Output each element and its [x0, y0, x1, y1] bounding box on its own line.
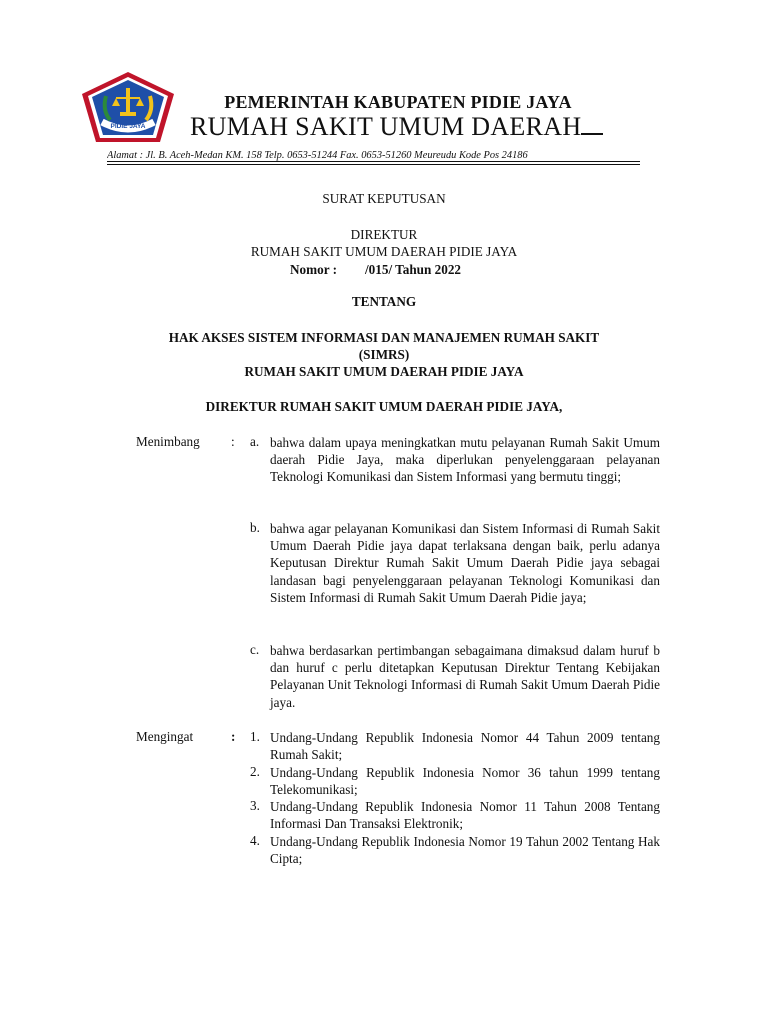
mengingat-label: Mengingat	[136, 729, 194, 744]
mengingat-item-3: Undang-Undang Republik Indonesia Nomor 11 Tahun 2008 Tentang Informasi Dan Transaksi Elektronik;	[270, 799, 660, 832]
title-line-2: RUMAH SAKIT UMUM DAERAH PIDIE JAYA	[250, 244, 518, 259]
menimbang-label: Menimbang	[136, 434, 200, 449]
government-name: PEMERINTAH KABUPATEN PIDIE JAYA	[224, 92, 572, 112]
tentang-heading: TENTANG	[351, 294, 417, 309]
address-line: Alamat : Jl. B. Aceh-Medan KM. 158 Telp. 0653-51244 Fax. 0653-51260 Meureudu Kode Pos 24186	[107, 150, 528, 161]
letterhead-divider-double	[107, 164, 640, 165]
mengingat-marker-3: 3.	[250, 798, 260, 813]
title-line-1: DIREKTUR	[350, 227, 418, 242]
mengingat-marker-1: 1.	[250, 729, 260, 744]
menimbang-item-c: bahwa berdasarkan pertimbangan sebagaimana dimaksud dalam huruf b dan huruf c perlu ditetapkan Keputusan Direktur Tentang Kebijakan Pelayanan Unit Teknologi Informasi di Rumah Sakit Umum Daerah Pidie jaya.	[270, 643, 660, 710]
mengingat-item-2: Undang-Undang Republik Indonesia Nomor 36 tahun 1999 tentang Telekomunikasi;	[270, 765, 660, 798]
mengingat-item-4: Undang-Undang Republik Indonesia Nomor 19 Tahun 2002 Tentang Hak Cipta;	[270, 834, 660, 867]
mengingat-colon: :	[231, 729, 236, 744]
menimbang-colon: :	[231, 434, 235, 449]
subject-line-3: RUMAH SAKIT UMUM DAERAH PIDIE JAYA	[244, 364, 524, 379]
menimbang-item-a: bahwa dalam upaya meningkatkan mutu pelayanan Rumah Sakit Umum daerah Pidie Jaya, maka diperlukan penyelenggaraan pelayanan Teknologi Komunikasi dan Sistem Informasi yang bermutu tinggi;	[270, 435, 660, 485]
subject-line-1: HAK AKSES SISTEM INFORMASI DAN MANAJEMEN RUMAH SAKIT	[168, 330, 600, 345]
decree-number: Nomor : /015/ Tahun 2022	[290, 262, 462, 277]
subject-line-2: (SIMRS)	[358, 347, 410, 362]
menimbang-item-b: bahwa agar pelayanan Komunikasi dan Sistem Informasi di Rumah Sakit Umum Daerah Pidie jaya dapat terlaksana dengan baik, perlu adanya Keputusan Direktur Rumah Sakit Umum Daerah Pidie jaya sebagai landasan bagi penyelenggaraan pelayanan Teknologi Komunikasi dan Sistem Informasi di Rumah Sakit Umum Daerah Pidie jaya;	[270, 521, 660, 605]
director-heading: DIREKTUR RUMAH SAKIT UMUM DAERAH PIDIE JAYA,	[205, 399, 563, 414]
doc-type: SURAT KEPUTUSAN	[322, 191, 446, 206]
mengingat-marker-4: 4.	[250, 833, 260, 848]
mengingat-item-1: Undang-Undang Republik Indonesia Nomor 44 Tahun 2009 tentang Rumah Sakit;	[270, 730, 660, 763]
menimbang-marker-b: b.	[250, 520, 260, 535]
hospital-name: RUMAH SAKIT UMUM DAERAH	[190, 112, 603, 142]
logo-text: PIDIE JAYA	[110, 123, 146, 130]
mengingat-marker-2: 2.	[250, 764, 260, 779]
menimbang-marker-a: a.	[250, 434, 260, 449]
menimbang-marker-c: c.	[250, 642, 260, 657]
letterhead-divider	[107, 161, 640, 162]
